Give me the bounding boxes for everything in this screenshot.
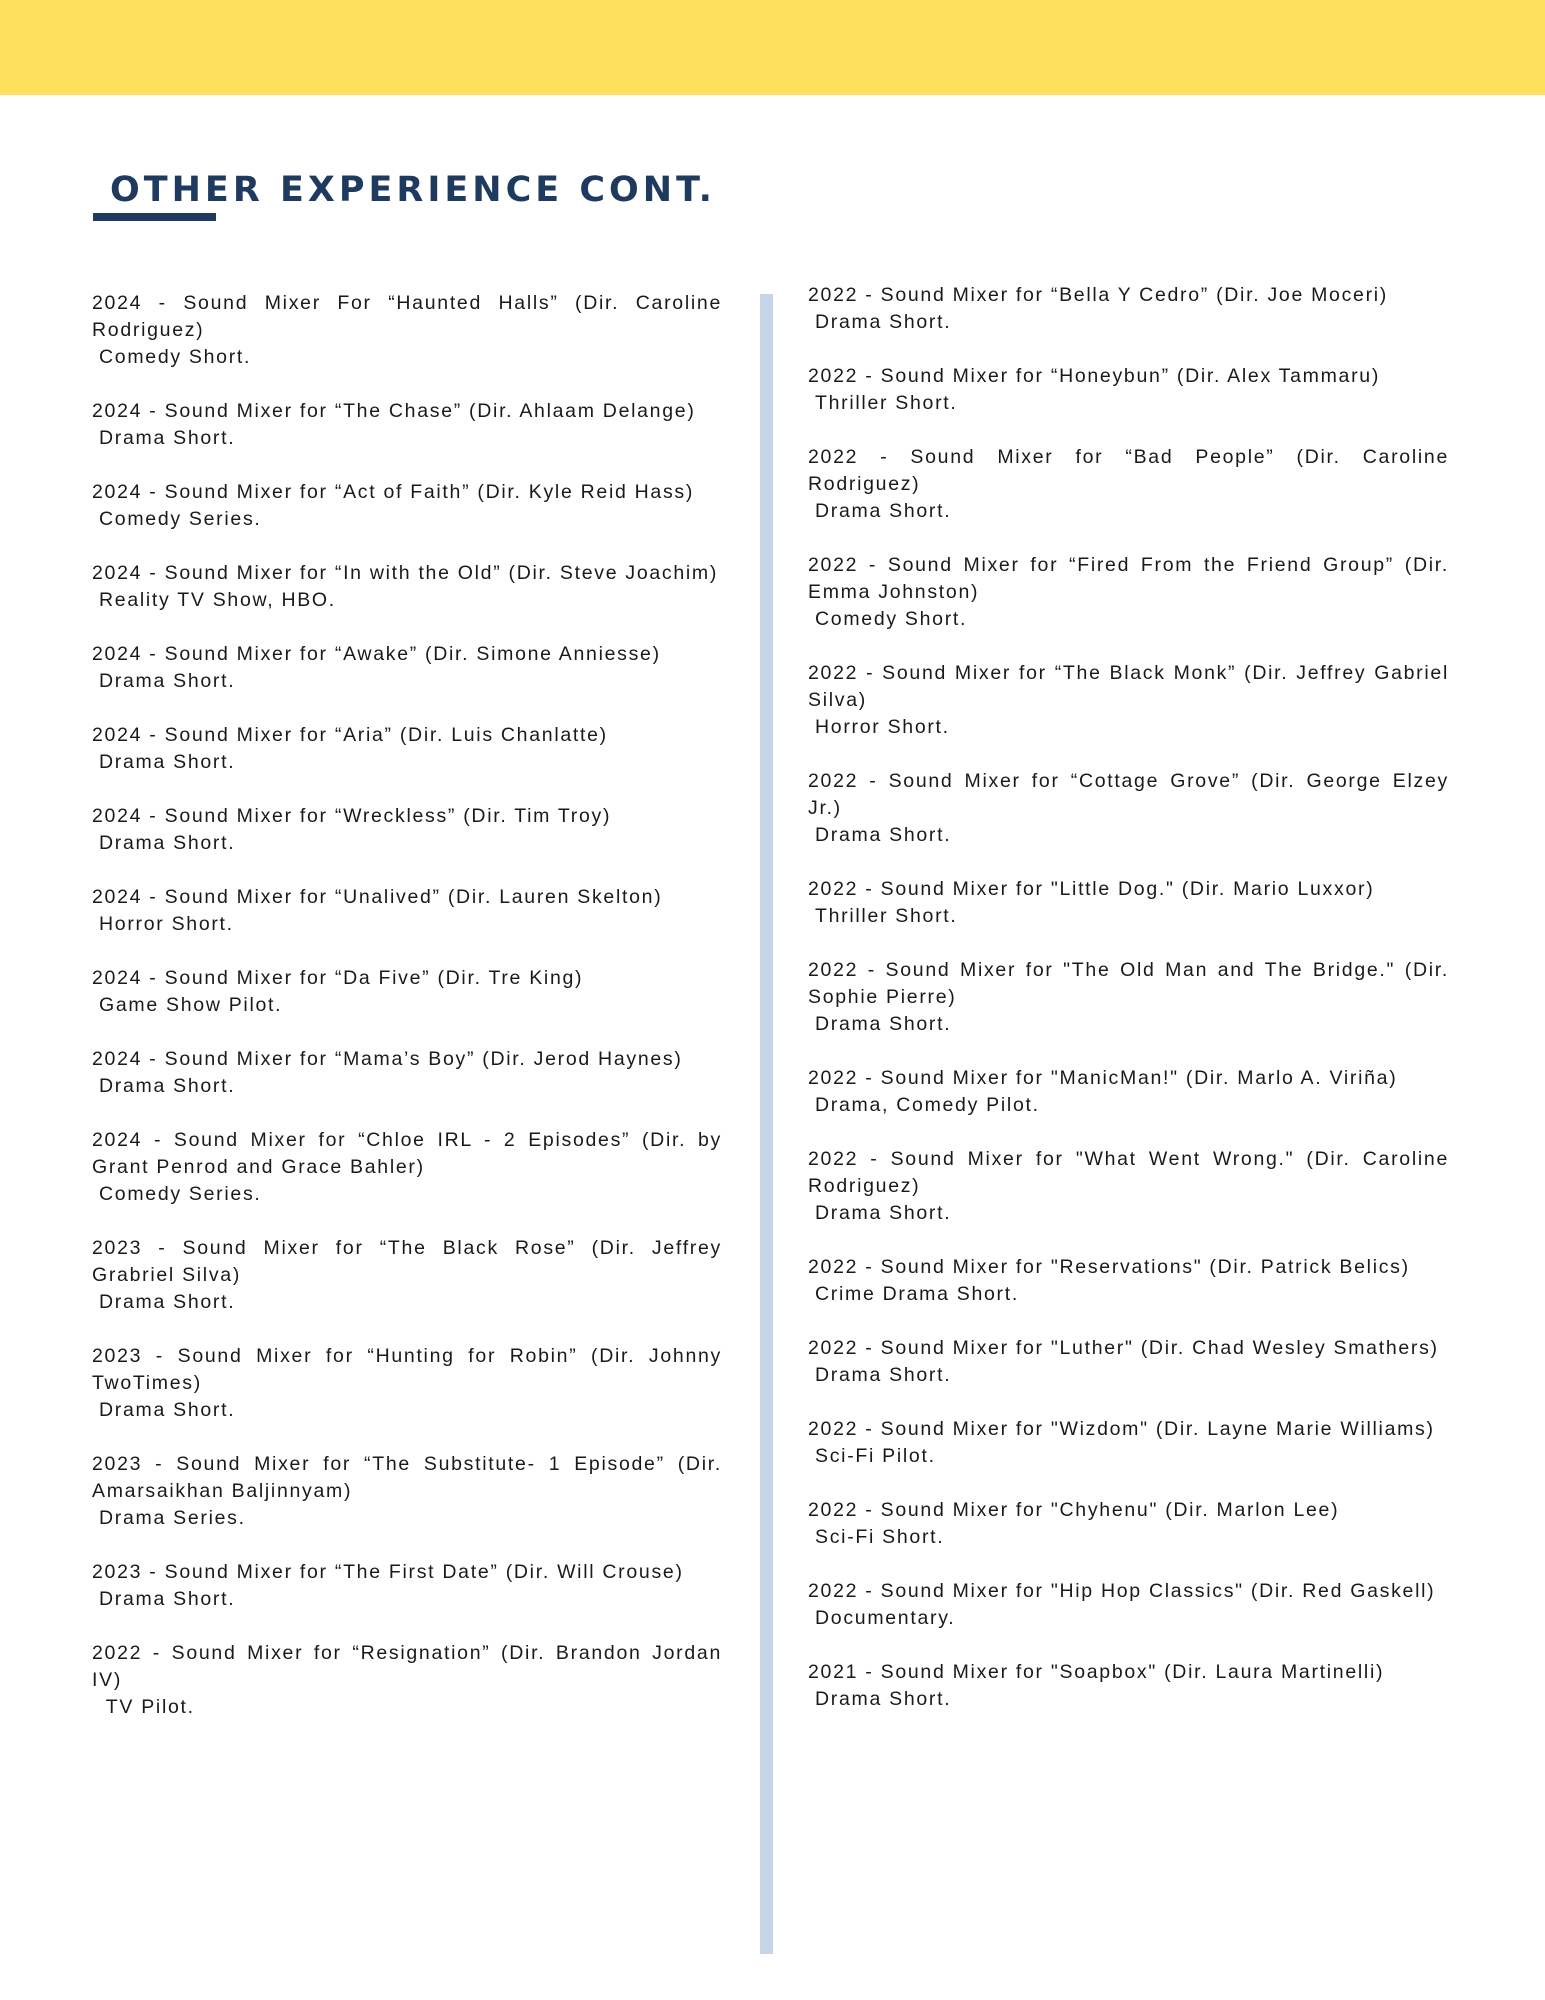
credit-genre: Crime Drama Short.: [815, 1283, 1019, 1305]
credit-title: 2023 - Sound Mixer for “The Substitute- 1 Episode” (Dir. Amarsaikhan Baljinnyam): [92, 1453, 722, 1502]
credit-genre: Drama Short.: [815, 1013, 952, 1035]
credit-genre: Drama Short.: [99, 1399, 236, 1421]
credit-genre: Documentary.: [815, 1607, 956, 1629]
credit-entry: [808, 444, 1449, 525]
credit-entry: [92, 641, 722, 695]
credit-entry: [92, 290, 722, 371]
credit-genre: Drama Short.: [99, 427, 236, 449]
credit-title: 2023 - Sound Mixer for “Hunting for Robin” (Dir. Johnny TwoTimes): [92, 1345, 722, 1394]
credit-genre: Comedy Short.: [815, 608, 968, 630]
credit-genre: Reality TV Show, HBO.: [99, 589, 336, 611]
credit-genre: Drama Short.: [815, 311, 952, 333]
credit-title: 2022 - Sound Mixer for “Cottage Grove” (Dir. George Elzey Jr.): [808, 770, 1449, 819]
credit-entry: [808, 768, 1449, 849]
credit-entry: [808, 1416, 1449, 1470]
credit-entry: [92, 1640, 722, 1721]
credit-entry: [808, 363, 1449, 417]
credit-genre: Drama Short.: [815, 824, 952, 846]
credit-title: 2022 - Sound Mixer for “Bad People” (Dir. Caroline Rodriguez): [808, 446, 1449, 495]
credit-title: 2022 - Sound Mixer for "Wizdom" (Dir. Layne Marie Williams): [808, 1418, 1435, 1440]
credit-entry: [92, 1343, 722, 1424]
credit-genre: Horror Short.: [815, 716, 950, 738]
credit-genre: TV Pilot.: [99, 1696, 195, 1718]
credit-entry: [808, 1659, 1449, 1713]
credit-entry: [92, 479, 722, 533]
credit-genre: Drama, Comedy Pilot.: [815, 1094, 1040, 1116]
credit-entry: [808, 1497, 1449, 1551]
credit-entry: [808, 1335, 1449, 1389]
credit-title: 2022 - Sound Mixer for “Bella Y Cedro” (Dir. Joe Moceri): [808, 284, 1389, 306]
credit-title: 2024 - Sound Mixer for “Wreckless” (Dir. Tim Troy): [92, 805, 612, 827]
credit-title: 2024 - Sound Mixer for “Chloe IRL - 2 Episodes” (Dir. by Grant Penrod and Grace Bahler): [92, 1129, 722, 1178]
credit-genre: Drama Short.: [815, 500, 952, 522]
credit-genre: Game Show Pilot.: [99, 994, 283, 1016]
credit-entry: [92, 1127, 722, 1208]
credit-genre: Drama Short.: [815, 1364, 952, 1386]
credit-entry: [808, 1146, 1449, 1227]
credit-genre: Sci-Fi Pilot.: [815, 1445, 936, 1467]
heading-underline: [93, 213, 216, 221]
credit-title: 2022 - Sound Mixer for "What Went Wrong." (Dir. Caroline Rodriguez): [808, 1148, 1449, 1197]
credit-title: 2024 - Sound Mixer For “Haunted Halls” (Dir. Caroline Rodriguez): [92, 292, 722, 341]
left-column: [92, 290, 722, 1748]
credit-genre: Horror Short.: [99, 913, 234, 935]
credit-genre: Drama Short.: [815, 1202, 952, 1224]
credit-entry: [92, 722, 722, 776]
credit-entry: [92, 560, 722, 614]
credit-title: 2022 - Sound Mixer for “Resignation” (Dir. Brandon Jordan IV): [92, 1642, 722, 1691]
credit-title: 2022 - Sound Mixer for “Honeybun” (Dir. Alex Tammaru): [808, 365, 1381, 387]
credit-genre: Sci-Fi Short.: [815, 1526, 945, 1548]
credit-title: 2024 - Sound Mixer for “Unalived” (Dir. Lauren Skelton): [92, 886, 663, 908]
credit-genre: Comedy Series.: [99, 1183, 262, 1205]
credit-title: 2022 - Sound Mixer for “Fired From the Friend Group” (Dir. Emma Johnston): [808, 554, 1449, 603]
credit-entry: [808, 660, 1449, 741]
credit-entry: [808, 876, 1449, 930]
credit-entry: [92, 398, 722, 452]
credit-title: 2022 - Sound Mixer for "Hip Hop Classics" (Dir. Red Gaskell): [808, 1580, 1436, 1602]
credit-title: 2024 - Sound Mixer for “Act of Faith” (Dir. Kyle Reid Hass): [92, 481, 695, 503]
credit-title: 2022 - Sound Mixer for "ManicMan!" (Dir. Marlo A. Viriña): [808, 1067, 1398, 1089]
credit-entry: [92, 965, 722, 1019]
credit-genre: Drama Short.: [99, 1588, 236, 1610]
credit-genre: Drama Short.: [99, 1291, 236, 1313]
credit-title: 2024 - Sound Mixer for “Aria” (Dir. Luis Chanlatte): [92, 724, 608, 746]
credit-genre: Drama Short.: [815, 1688, 952, 1710]
credit-title: 2024 - Sound Mixer for “In with the Old” (Dir. Steve Joachim): [92, 562, 719, 584]
credit-genre: Drama Short.: [99, 751, 236, 773]
credit-title: 2022 - Sound Mixer for "The Old Man and The Bridge." (Dir. Sophie Pierre): [808, 959, 1449, 1008]
credit-title: 2022 - Sound Mixer for “The Black Monk” (Dir. Jeffrey Gabriel Silva): [808, 662, 1449, 711]
credit-title: 2022 - Sound Mixer for "Little Dog." (Dir. Mario Luxxor): [808, 878, 1375, 900]
credit-entry: [808, 957, 1449, 1038]
credit-title: 2023 - Sound Mixer for “The First Date” (Dir. Will Crouse): [92, 1561, 684, 1583]
credit-title: 2024 - Sound Mixer for “Da Five” (Dir. Tre King): [92, 967, 584, 989]
credit-title: 2022 - Sound Mixer for "Chyhenu" (Dir. Marlon Lee): [808, 1499, 1340, 1521]
credit-entry: [92, 1046, 722, 1100]
credit-title: 2022 - Sound Mixer for "Reservations" (Dir. Patrick Belics): [808, 1256, 1410, 1278]
credit-title: 2024 - Sound Mixer for “Awake” (Dir. Simone Anniesse): [92, 643, 661, 665]
section-heading: OTHER EXPERIENCE CONT.: [110, 170, 716, 210]
credit-entry: [92, 803, 722, 857]
credit-entry: [92, 884, 722, 938]
column-divider: [760, 294, 773, 1954]
credit-entry: [808, 552, 1449, 633]
credit-genre: Comedy Series.: [99, 508, 262, 530]
credit-genre: Drama Short.: [99, 832, 236, 854]
top-banner: [0, 0, 1545, 95]
credit-genre: Drama Series.: [99, 1507, 246, 1529]
credit-entry: [808, 1578, 1449, 1632]
credit-entry: [92, 1559, 722, 1613]
credit-entry: [808, 282, 1449, 336]
credit-genre: Thriller Short.: [815, 392, 958, 414]
credit-title: 2024 - Sound Mixer for “The Chase” (Dir. Ahlaam Delange): [92, 400, 696, 422]
credit-title: 2024 - Sound Mixer for “Mama’s Boy” (Dir. Jerod Haynes): [92, 1048, 683, 1070]
credit-entry: [92, 1451, 722, 1532]
credit-title: 2022 - Sound Mixer for "Luther" (Dir. Chad Wesley Smathers): [808, 1337, 1439, 1359]
credit-title: 2023 - Sound Mixer for “The Black Rose” (Dir. Jeffrey Grabriel Silva): [92, 1237, 722, 1286]
credit-genre: Comedy Short.: [99, 346, 252, 368]
credit-entry: [808, 1254, 1449, 1308]
credit-genre: Drama Short.: [99, 670, 236, 692]
credit-genre: Thriller Short.: [815, 905, 958, 927]
credit-entry: [808, 1065, 1449, 1119]
credit-genre: Drama Short.: [99, 1075, 236, 1097]
credit-entry: [92, 1235, 722, 1316]
right-column: [808, 282, 1449, 1740]
credit-title: 2021 - Sound Mixer for "Soapbox" (Dir. Laura Martinelli): [808, 1661, 1385, 1683]
